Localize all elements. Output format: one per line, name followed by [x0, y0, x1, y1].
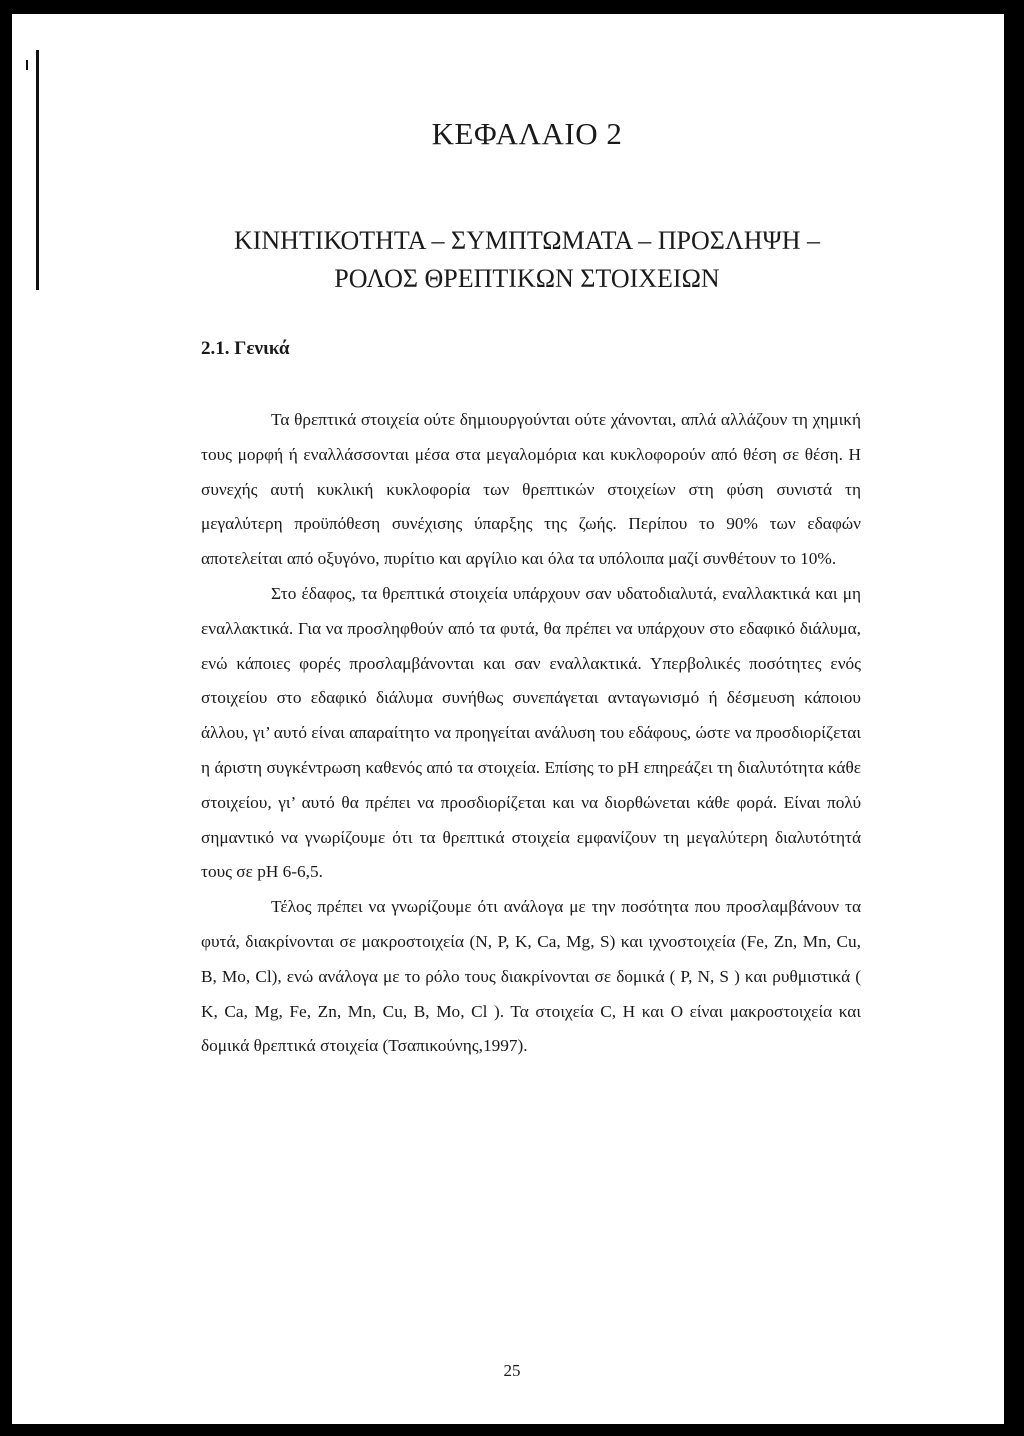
body-text	[201, 403, 861, 1064]
chapter-title-line-1: ΚΙΝΗΤΙΚΟΤΗΤΑ – ΣΥΜΠΤΩΜΑΤΑ – ΠΡΟΣΛΗΨΗ –	[233, 226, 821, 255]
page-number: 25	[503, 1361, 521, 1380]
paragraph: Τα θρεπτικά στοιχεία ούτε δημιουργούνται ούτε χάνονται, απλά αλλάζουν τη χημική τους μορφή ή εναλλάσσονται μέσα στα μεγαλομόρια και κυκλοφορούν από θέση σε θέση. Η συνεχής αυτή κυκλική κυκλοφορία των θρεπτικών στοιχείων στη φύση συνιστά τη μεγαλύτερη προϋπόθεση συνέχισης ύπαρξης της ζωής. Περίπου το 90% των εδαφών αποτελείται από οξυγόνο, πυρίτιο και αργίλιο και όλα τα υπόλοιπα μαζί συνθέτουν το 10%.	[201, 410, 861, 569]
chapter-heading: ΚΕΦΑΛΑΙΟ 2	[431, 116, 623, 151]
scan-margin-mark-small	[26, 60, 28, 70]
paragraph: Στο έδαφος, τα θρεπτικά στοιχεία υπάρχουν σαν υδατοδιαλυτά, εναλλακτικά και μη εναλλακτικά. Για να προσληφθούν από τα φυτά, θα πρέπει να υπάρχουν στο εδαφικό διάλυμα, ενώ κάποιες φορές προσλαμβάνονται και σαν εναλλακτικά. Υπερβολικές ποσότητες ενός στοιχείου στο εδαφικό διάλυμα συνήθως συνεπάγεται ανταγωνισμό ή δέσμευση κάποιου άλλου, γι’ αυτό είναι απαραίτητο να προηγείται ανάλυση του εδάφους, ώστε να προσδιορίζεται η άριστη συγκέντρωση καθενός από τα στοιχεία. Επίσης το pH επηρεάζει τη διαλυτότητα κάθε στοιχείου, γι’ αυτό θα πρέπει να προσδιορίζεται και να διορθώνεται κάθε φορά. Είναι πολύ σημαντικό να γνωρίζουμε ότι τα θρεπτικά στοιχεία εμφανίζουν τη μεγαλύτερη διαλυτότητά τους σε pH 6-6,5.	[201, 583, 861, 882]
chapter-title-line-2: ΡΟΛΟΣ ΘΡΕΠΤΙΚΩΝ ΣΤΟΙΧΕΙΩΝ	[334, 264, 720, 293]
paragraph: Τέλος πρέπει να γνωρίζουμε ότι ανάλογα με την ποσότητα που προσλαμβάνουν τα φυτά, διακρίνονται σε μακροστοιχεία (N, P, K, Ca, Mg, S) και ιχνοστοιχεία (Fe, Zn, Mn, Cu, B, Mo, Cl), ενώ ανάλογα με το ρόλο τους διακρίνονται σε δομικά ( P, N, S ) και ρυθμιστικά ( K, Ca, Mg, Fe, Zn, Mn, Cu, B, Mo, Cl ). Τα στοιχεία C, H και O είναι μακροστοιχεία και δομικά θρεπτικά στοιχεία (Τσαπικούνης,1997).	[201, 897, 861, 1056]
section-heading: 2.1. Γενικά	[201, 338, 290, 359]
chapter-title	[0, 222, 1024, 298]
